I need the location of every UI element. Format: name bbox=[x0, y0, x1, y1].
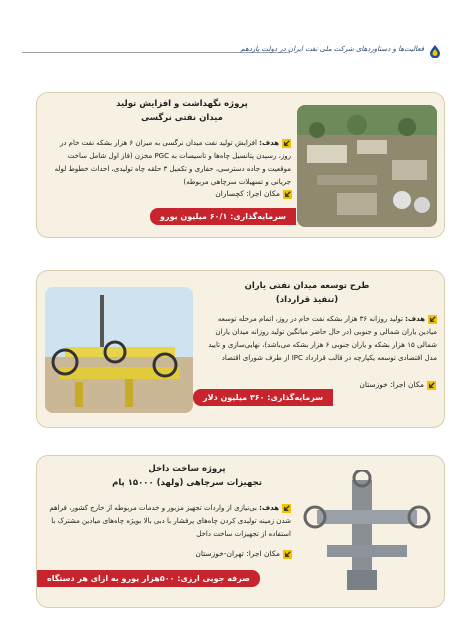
wellhead-equipment-photo bbox=[297, 470, 437, 598]
refinery-aerial-photo bbox=[297, 105, 437, 227]
project-goal: هدف: تولید روزانه ۳۶ هزار بشکه نفت خام در روز، اتمام مرحله توسعه میادین یاران شمالی و جنوبی (در حال حاضر میانگین تولید روزانه میدان یاران شمالی ۱۵ هزار بشکه و یاران جنوبی ۶ هزار بشکه می‌باشد)، نهایی‌سازی و تایید مدل اقتصادی توسعه یکپارچه در قالب قرارداد IPC از طرف شورای اقتصاد bbox=[208, 315, 437, 362]
project-card-nargesi bbox=[36, 92, 445, 238]
yellow-arrow-icon bbox=[427, 381, 436, 390]
project-title: پروژه ساخت داخل تجهیزات سرچاهی (ولهد) ۱۵۰۰۰ پام bbox=[112, 464, 262, 488]
nioc-logo-icon bbox=[428, 44, 442, 58]
yellow-arrow-icon bbox=[282, 504, 291, 513]
project-goal: هدف: افزایش تولید نفت میدان نرگسی به میزان ۶ هزار بشکه نفت خام در روز، رسیدن پتانسیل چاه‌ها و تاسیسات به PGC مخزن (فاز اول شامل ساخت موقعیت و جاده دسترسی، حفاری و تکمیل ۳ حلقه چاه تولیدی، احداث خطوط لوله جریانی و تسهیلات سرچاهی مربوطه) bbox=[54, 139, 291, 186]
investment-banner: سرمایه‌گذاری: ۳۶۰ میلیون دلار bbox=[193, 389, 333, 406]
yellow-arrow-icon bbox=[428, 315, 437, 324]
header-text: فعالیت‌ها و دستاوردهای شرکت ملی نفت ایران در دولت یازدهم bbox=[240, 45, 424, 53]
project-location: مکان اجرا: تهران-خوزستان bbox=[195, 549, 292, 559]
project-title: طرح توسعه میدان نفتی یاران (تنفیذ قرارداد) bbox=[244, 281, 370, 305]
savings-banner: صرفه جویی ارزی: ۵۰۰هزار یورو به ازای هر دستگاه bbox=[37, 570, 260, 587]
project-location: مکان اجرا: خوزستان bbox=[359, 380, 436, 390]
pipeline-valves-photo bbox=[45, 287, 193, 413]
page-header bbox=[0, 44, 474, 58]
project-location: مکان اجرا: کچساران bbox=[215, 189, 292, 199]
project-title: پروژه نگهداشت و افزایش تولید میدان نفتی نرگسی bbox=[116, 99, 248, 123]
investment-banner: سرمایه‌گذاری: ۶۰/۱ میلیون یورو bbox=[150, 208, 296, 225]
project-card-wellhead bbox=[36, 455, 445, 608]
project-goal: هدف: بی‌نیازی از واردات تجهیز مزبور و خدمات مربوطه از خارج کشور، فراهم شدن زمینه تولیدی کردن چاه‌های پرفشار با دبی بالا بویژه چاه‌های میادین مشترک با استفاده از تجهیزات ساخت داخل bbox=[49, 504, 291, 538]
yellow-arrow-icon bbox=[283, 190, 292, 199]
yellow-arrow-icon bbox=[282, 139, 291, 148]
yellow-arrow-icon bbox=[283, 550, 292, 559]
project-card-yaran bbox=[36, 270, 445, 428]
